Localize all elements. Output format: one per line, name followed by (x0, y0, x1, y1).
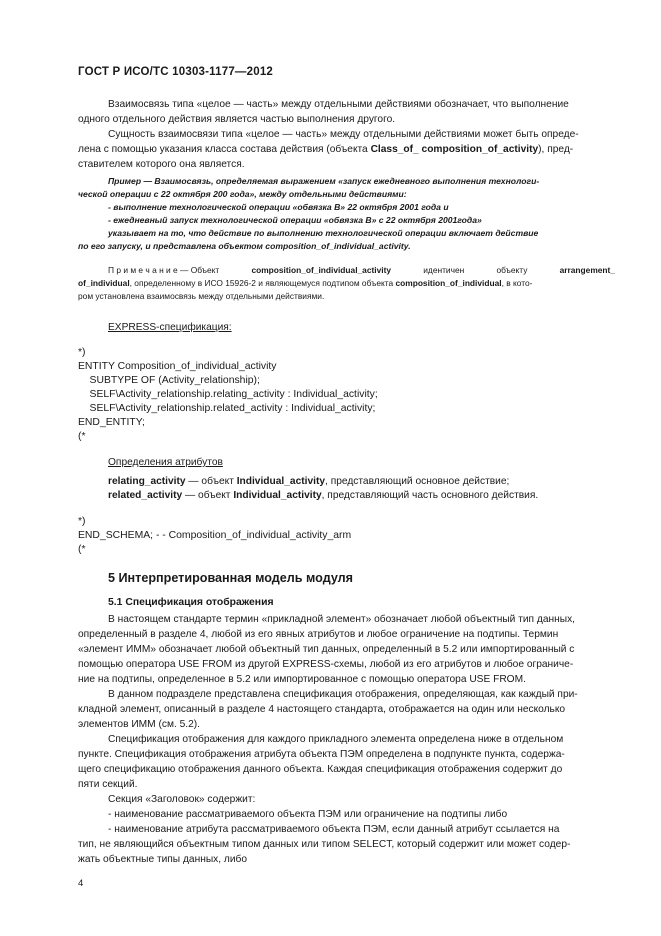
section-5-para-6-line-1: - наименование атрибута рассматриваемого объекта ПЭМ, если данный атрибут ссылается на (108, 824, 560, 835)
example-line-3: - выполнение технологической операции «обвязка В» 22 октября 2001 года и (108, 202, 449, 212)
note-line-2: of_individual, определенному в ИСО 15926-2 и являющемуся подтипом объекта composition_of_individual, в кото- (78, 278, 533, 288)
section-5-para-1-line-5: ние на подтипы, определенное в 5.2 или импортированное с помощью оператора USE FROM. (78, 674, 526, 685)
section-5-para-2-line-3: элементов ИММ (см. 5.2). (78, 719, 201, 730)
section-5-para-6-line-2: тип, не являющийся объектным типом данных или типом SELECT, который содержит или может содер- (78, 839, 571, 850)
attribute-definitions-heading: Определения атрибутов (108, 457, 223, 468)
class-of-composition-of-activity-ref: Class_of_ composition_of_activity (370, 144, 539, 155)
section-5-para-1-line-3: «элемент ИММ» обозначает любой объектный тип данных, определенный в 5.2 или импортированный с (78, 644, 575, 655)
express-code-line-1: *) (78, 347, 86, 358)
express-code-line-5: SELF\Activity_relationship.related_activity : Individual_activity; (78, 403, 376, 414)
example-line-2: ческой операции с 22 октября 200 года», между отдельными действиями: (78, 189, 407, 199)
intro-paragraph-2-line-2: лена с помощью указания класса состава действия (объекта Class_of_ composition_of_activity), пред- (78, 144, 574, 155)
section-5-para-3-line-4: пяти секций. (78, 779, 138, 790)
section-5-para-3-line-3: щего спецификацию отображения данного объекта. Каждая спецификация отображения содержит до (78, 764, 563, 775)
attribute-relating-activity: relating_activity — объект Individual_activity, представляющий основное действие; (108, 476, 510, 487)
example-line-4: - ежедневный запуск технологической операции «обвязка В» с 22 октября 2001года» (108, 215, 482, 225)
section-5-title: 5 Интерпретированная модель модуля (108, 571, 354, 585)
section-5-para-1-line-4: помощью оператора USE FROM из другой EXPRESS-схемы, любой из его атрибутов и любое ограниче- (78, 659, 574, 670)
section-5-para-6-line-3: жать объектные типы данных, либо (78, 854, 248, 865)
section-5-1-title: 5.1 Спецификация отображения (108, 597, 274, 608)
section-5-para-3-line-1: Спецификация отображения для каждого прикладного элемента определена ниже в отдельном (108, 734, 564, 745)
schema-end-line-3: (* (78, 544, 86, 555)
section-5-para-3-line-2: пункте. Спецификация отображения атрибута объекта ПЭМ определена в подпункте пункта, содержа- (78, 749, 565, 760)
schema-end-line-2: END_SCHEMA; - - Composition_of_individual_activity_arm (78, 530, 352, 541)
intro-paragraph-1-line-1: Взаимосвязь типа «целое — часть» между отдельными действиями обозначает, что выполнение (108, 99, 569, 110)
express-spec-heading: EXPRESS-спецификация: (108, 322, 232, 333)
section-5-para-2-line-1: В данном подразделе представлена спецификация отображения, определяющая, как каждый при- (108, 689, 578, 700)
page-number: 4 (78, 878, 84, 889)
schema-end-line-1: *) (78, 516, 86, 527)
express-code-line-6: END_ENTITY; (78, 417, 145, 428)
section-5-para-5: - наименование рассматриваемого объекта ПЭМ или ограничение на подтипы либо (108, 809, 508, 820)
example-line-5: указывает на то, что действие по выполнению технологической операции включает действие (108, 228, 539, 238)
section-5-para-1-line-2: определенный в разделе 4, любой из его явных атрибутов и любое ограничение на подтипы. Термин (78, 629, 559, 640)
section-5-para-1-line-1: В настоящем стандарте термин «прикладной элемент» обозначает любой объектный тип данных, (108, 614, 576, 625)
note-line-1: П р и м е ч а н и е — Объект composition_of_individual_activity идентичен объекту arrangement_ (108, 265, 615, 275)
section-5-para-4: Секция «Заголовок» содержит: (108, 794, 256, 805)
express-code-line-4: SELF\Activity_relationship.relating_activity : Individual_activity; (78, 389, 378, 400)
express-code-line-3: SUBTYPE OF (Activity_relationship); (78, 375, 260, 386)
intro-paragraph-2-line-3: ставителем которого она является. (78, 159, 245, 170)
express-code-line-7: (* (78, 431, 86, 442)
express-code-line-2: ENTITY Composition_of_individual_activity (78, 361, 277, 372)
section-5-para-2-line-2: кладной элемент, описанный в разделе 4 настоящего стандарта, отображается на один или несколько (78, 704, 566, 715)
attribute-related-activity: related_activity — объект Individual_activity, представляющий часть основного действия. (108, 490, 539, 501)
intro-paragraph-2-line-1: Сущность взаимосвязи типа «целое — часть» между отдельными действиями может быть опреде- (108, 129, 579, 140)
example-line-1: Пример — Взаимосвязь, определяемая выражением «запуск ежедневного выполнения технологи- (108, 176, 540, 186)
example-line-6: по его запуску, и представлена объектом composition_of_individual_activity. (78, 241, 411, 251)
note-label: П р и м е ч а н и е — Объект (108, 265, 220, 275)
note-line-3: ром установлена взаимосвязь между отдельными действиями. (78, 291, 325, 301)
intro-paragraph-1-line-2: одного отдельного действия является частью выполнения другого. (78, 114, 396, 125)
page-header-title: ГОСТ Р ИСО/ТС 10303-1177—2012 (78, 66, 274, 78)
